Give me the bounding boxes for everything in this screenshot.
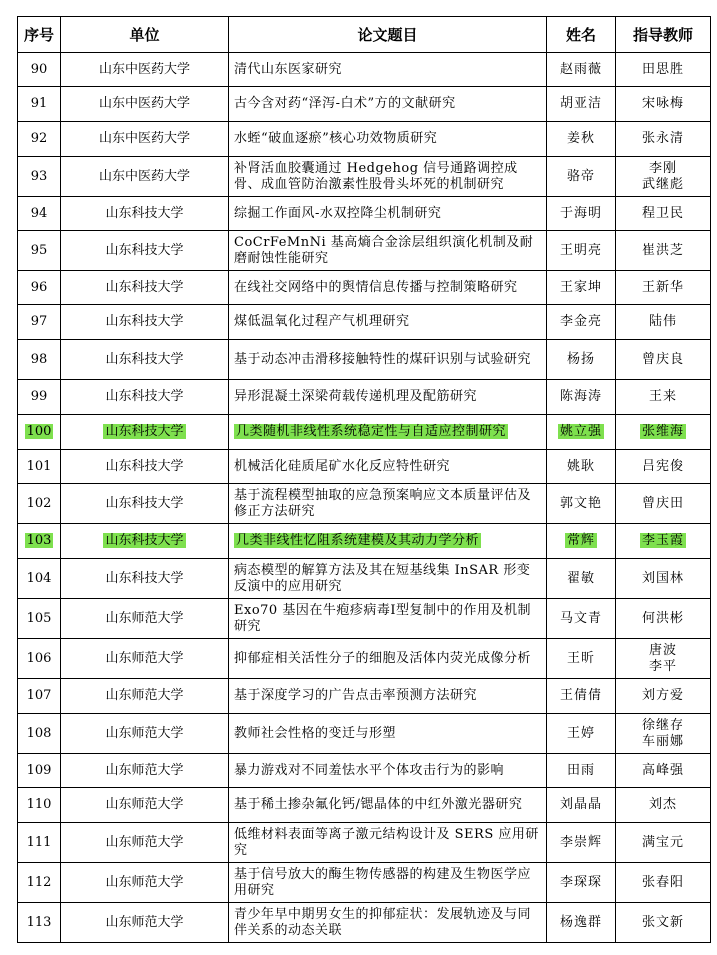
row-student-name-text: 杨逸群 <box>559 914 602 930</box>
table-row <box>18 380 711 415</box>
row-student-name <box>547 271 616 305</box>
row-student-name <box>547 484 616 524</box>
row-number <box>18 903 61 943</box>
header-no: 序号 <box>18 17 61 53</box>
row-student-name-text: 姚立强 <box>559 424 602 439</box>
row-title-text: 古今含对药“泽泻-白术”方的文献研究 <box>234 96 456 111</box>
row-student-name-text: 骆帝 <box>566 168 595 184</box>
row-title-text: 暴力游戏对不同羞怯水平个体攻击行为的影响 <box>234 762 505 778</box>
row-advisor-text: 程卫民 <box>641 205 684 221</box>
row-advisor-text: 刘方爱 <box>641 688 684 703</box>
row-student-name-text: 王婷 <box>566 725 595 741</box>
table-row <box>18 788 711 823</box>
row-unit-text: 山东中医药大学 <box>98 96 190 111</box>
row-unit <box>61 788 229 823</box>
row-title-text: 在线社交网络中的舆情信息传播与控制策略研究 <box>234 279 518 295</box>
row-advisor <box>616 788 711 823</box>
row-advisor-text: 高峰强 <box>641 762 684 778</box>
advisor-name: 武继彪 <box>641 176 684 192</box>
row-advisor <box>616 559 711 599</box>
row-unit <box>61 231 229 271</box>
row-number <box>18 754 61 788</box>
row-title <box>229 823 547 863</box>
row-advisor <box>616 639 711 679</box>
row-title <box>229 903 547 943</box>
row-unit-text: 山东科技大学 <box>105 205 184 221</box>
row-advisor <box>616 305 711 340</box>
row-student-name <box>547 197 616 231</box>
row-advisor-text: 田思胜 <box>641 61 684 77</box>
row-unit-text: 山东师范大学 <box>105 762 184 778</box>
table-row <box>18 305 711 340</box>
row-number-text: 102 <box>26 495 52 511</box>
row-number <box>18 197 61 231</box>
row-number <box>18 340 61 380</box>
row-student-name-text: 陈海涛 <box>559 389 602 404</box>
row-number <box>18 524 61 559</box>
row-title-text: Exo70 基因在牛疱疹病毒Ⅰ型复制中的作用及机制研究 <box>234 602 531 634</box>
row-number-text: 91 <box>30 96 48 111</box>
row-advisor <box>616 863 711 903</box>
row-unit <box>61 559 229 599</box>
row-student-name-text: 杨扬 <box>566 351 595 367</box>
row-title <box>229 788 547 823</box>
row-student-name <box>547 754 616 788</box>
row-number <box>18 823 61 863</box>
row-number <box>18 599 61 639</box>
row-student-name-text: 于海明 <box>559 205 602 221</box>
row-number <box>18 380 61 415</box>
row-number-text: 107 <box>26 688 52 703</box>
row-advisor-text: 张春阳 <box>641 874 684 890</box>
row-student-name-text: 姜秋 <box>566 131 595 146</box>
row-advisor <box>616 53 711 87</box>
row-title-text: 基于动态冲击滑移接触特性的煤矸识别与试验研究 <box>234 351 532 367</box>
row-number-text: 101 <box>26 458 52 474</box>
row-student-name-text: 王昕 <box>566 650 595 666</box>
row-advisor <box>616 484 711 524</box>
row-advisor <box>616 415 711 450</box>
row-number <box>18 87 61 122</box>
advisor-name: 唐波 <box>648 642 677 658</box>
row-unit-text: 山东科技大学 <box>105 242 184 258</box>
row-unit-text: 山东科技大学 <box>105 533 184 548</box>
row-title <box>229 599 547 639</box>
row-advisor <box>616 87 711 122</box>
row-advisor-text: 张文新 <box>641 914 684 930</box>
row-unit <box>61 679 229 714</box>
row-student-name <box>547 340 616 380</box>
row-student-name <box>547 599 616 639</box>
row-student-name-text: 翟敏 <box>566 570 595 586</box>
row-title <box>229 380 547 415</box>
row-title <box>229 271 547 305</box>
table-row <box>18 271 711 305</box>
row-title-text: 抑郁症相关活性分子的细胞及活体内荧光成像分析 <box>234 650 532 666</box>
row-advisor <box>616 679 711 714</box>
header-title: 论文题目 <box>229 17 547 53</box>
row-advisor <box>616 197 711 231</box>
row-student-name <box>547 450 616 484</box>
row-advisor <box>616 157 711 197</box>
row-advisor-text: 刘国林 <box>641 570 684 586</box>
row-title <box>229 415 547 450</box>
row-number-text: 92 <box>30 131 48 146</box>
row-unit <box>61 122 229 157</box>
row-advisor-text: 王新华 <box>641 279 684 295</box>
row-number-text: 98 <box>30 351 48 367</box>
row-student-name-text: 王明亮 <box>559 242 602 258</box>
row-number <box>18 559 61 599</box>
table-row <box>18 823 711 863</box>
row-advisor <box>616 340 711 380</box>
header-unit: 单位 <box>61 17 229 53</box>
row-unit-text: 山东科技大学 <box>105 424 184 439</box>
row-advisor-text: 满宝元 <box>641 834 684 850</box>
table-row <box>18 863 711 903</box>
row-student-name-text: 赵雨薇 <box>559 61 602 77</box>
table-row <box>18 903 711 943</box>
row-unit-text: 山东科技大学 <box>105 389 184 404</box>
row-title-text: 水蛭“破血逐瘀”核心功效物质研究 <box>234 131 438 146</box>
row-title <box>229 122 547 157</box>
row-advisor <box>616 524 711 559</box>
row-student-name <box>547 87 616 122</box>
row-student-name <box>547 679 616 714</box>
row-student-name-text: 胡亚洁 <box>559 96 602 111</box>
row-title-text: 补肾活血胶囊通过 Hedgehog 信号通路调控成骨、成血管防治激素性股骨头坏死的机制研究 <box>234 160 518 192</box>
header-name: 姓名 <box>547 17 616 53</box>
row-title <box>229 305 547 340</box>
row-student-name <box>547 863 616 903</box>
row-unit-text: 山东中医药大学 <box>98 168 190 184</box>
row-number <box>18 484 61 524</box>
row-title-text: 青少年早中期男女生的抑郁症状：发展轨迹及与同伴关系的动态关联 <box>234 906 532 938</box>
row-title <box>229 714 547 754</box>
row-advisor <box>616 450 711 484</box>
row-number-text: 109 <box>26 762 52 778</box>
table-row <box>18 340 711 380</box>
row-title-text: 几类非线性忆阻系统建模及其动力学分析 <box>236 533 480 548</box>
row-number <box>18 415 61 450</box>
row-title <box>229 754 547 788</box>
row-title <box>229 679 547 714</box>
row-advisor <box>616 271 711 305</box>
row-number <box>18 305 61 340</box>
row-title <box>229 197 547 231</box>
row-advisor <box>616 599 711 639</box>
row-advisor-text: 曾庆良 <box>641 351 684 367</box>
table-row <box>18 599 711 639</box>
row-student-name-text: 郭文艳 <box>559 495 602 511</box>
row-unit <box>61 271 229 305</box>
row-student-name-text: 李金亮 <box>559 314 602 329</box>
row-number <box>18 122 61 157</box>
row-number-text: 103 <box>26 533 52 548</box>
row-student-name-text: 马文青 <box>559 610 602 626</box>
row-number <box>18 231 61 271</box>
row-advisor-text: 曾庆田 <box>641 495 684 511</box>
row-title-text: 基于流程模型抽取的应急预案响应文本质量评估及修正方法研究 <box>234 487 532 519</box>
row-title <box>229 639 547 679</box>
row-number-text: 113 <box>26 914 52 930</box>
row-unit-text: 山东师范大学 <box>105 914 184 930</box>
row-title-text: 低维材料表面等离子激元结构设计及 SERS 应用研究 <box>234 826 539 858</box>
row-advisor-text: 陆伟 <box>648 314 677 329</box>
row-student-name <box>547 305 616 340</box>
row-student-name-text: 李崇辉 <box>559 834 602 850</box>
row-student-name <box>547 823 616 863</box>
row-advisor <box>616 714 711 754</box>
header-advisor: 指导教师 <box>616 17 711 53</box>
row-number <box>18 788 61 823</box>
row-number <box>18 157 61 197</box>
row-title <box>229 231 547 271</box>
row-title-text: 煤低温氧化过程产气机理研究 <box>234 314 410 329</box>
row-advisor-text: 李玉霞 <box>641 533 684 548</box>
row-unit-text: 山东师范大学 <box>105 688 184 703</box>
table-row <box>18 484 711 524</box>
table-body <box>18 53 711 943</box>
row-advisor <box>616 122 711 157</box>
row-advisor-text: 王来 <box>648 389 677 404</box>
row-advisor <box>616 823 711 863</box>
row-advisor <box>616 231 711 271</box>
table-row <box>18 231 711 271</box>
row-title <box>229 863 547 903</box>
row-unit <box>61 863 229 903</box>
row-student-name <box>547 53 616 87</box>
row-unit <box>61 380 229 415</box>
row-number <box>18 450 61 484</box>
row-number <box>18 53 61 87</box>
row-number-text: 110 <box>26 797 52 812</box>
row-unit-text: 山东科技大学 <box>105 458 184 474</box>
advisor-name: 车丽娜 <box>641 733 684 749</box>
row-student-name <box>547 231 616 271</box>
table-row <box>18 754 711 788</box>
row-title-text: 清代山东医家研究 <box>234 61 343 77</box>
table-row <box>18 197 711 231</box>
row-title-text: 教师社会性格的变迁与形塑 <box>234 725 397 741</box>
row-student-name <box>547 524 616 559</box>
row-unit <box>61 53 229 87</box>
row-title-text: 机械活化硅质尾矿水化反应特性研究 <box>234 458 451 474</box>
header-row <box>18 17 711 53</box>
row-title <box>229 340 547 380</box>
row-number <box>18 679 61 714</box>
row-title <box>229 53 547 87</box>
row-number-text: 106 <box>26 650 52 666</box>
row-unit-text: 山东师范大学 <box>105 650 184 666</box>
advisor-name: 徐继存 <box>641 717 684 733</box>
row-unit <box>61 450 229 484</box>
row-number-text: 97 <box>30 314 48 329</box>
row-student-name <box>547 903 616 943</box>
row-unit-text: 山东科技大学 <box>105 495 184 511</box>
row-title-text: 异形混凝土深梁荷载传递机理及配筋研究 <box>234 389 478 404</box>
row-advisor-text: 宋咏梅 <box>641 96 684 111</box>
row-unit <box>61 823 229 863</box>
table-row <box>18 53 711 87</box>
row-title-text: 基于信号放大的酶生物传感器的构建及生物医学应用研究 <box>234 866 532 898</box>
row-number-text: 90 <box>30 61 48 77</box>
row-title <box>229 559 547 599</box>
table-row <box>18 415 711 450</box>
row-unit <box>61 714 229 754</box>
row-title-text: 病态模型的解算方法及其在短基线集 InSAR 形变反演中的应用研究 <box>234 562 531 594</box>
row-student-name-text: 刘晶晶 <box>559 797 602 812</box>
row-number-text: 99 <box>30 389 48 404</box>
row-title <box>229 524 547 559</box>
row-title-text: CoCrFeMnNi 基高熵合金涂层组织演化机制及耐磨耐蚀性能研究 <box>234 234 534 266</box>
table-row <box>18 559 711 599</box>
table-row <box>18 679 711 714</box>
table-row <box>18 87 711 122</box>
row-student-name <box>547 788 616 823</box>
row-advisor <box>616 903 711 943</box>
row-advisor-text: 崔洪芝 <box>641 242 684 258</box>
row-advisor-text: 刘杰 <box>648 797 677 812</box>
row-unit <box>61 599 229 639</box>
row-title-text: 基于稀土掺杂氟化钙/锶晶体的中红外激光器研究 <box>234 797 523 812</box>
table-row <box>18 524 711 559</box>
award-table <box>17 16 711 943</box>
row-number-text: 94 <box>30 205 48 221</box>
row-title-text: 几类随机非线性系统稳定性与自适应控制研究 <box>236 424 507 439</box>
row-number <box>18 271 61 305</box>
row-advisor <box>616 380 711 415</box>
table-row <box>18 122 711 157</box>
row-unit <box>61 484 229 524</box>
row-number-text: 105 <box>26 610 52 626</box>
row-unit <box>61 415 229 450</box>
row-unit-text: 山东科技大学 <box>105 314 184 329</box>
table-row <box>18 157 711 197</box>
row-unit <box>61 305 229 340</box>
row-unit-text: 山东师范大学 <box>105 725 184 741</box>
row-unit-text: 山东师范大学 <box>105 874 184 890</box>
row-unit <box>61 87 229 122</box>
row-unit-text: 山东师范大学 <box>105 610 184 626</box>
row-student-name <box>547 559 616 599</box>
row-student-name <box>547 157 616 197</box>
row-student-name-text: 姚耿 <box>566 458 595 474</box>
row-title <box>229 450 547 484</box>
row-advisor-text: 吕宪俊 <box>641 458 684 474</box>
row-unit <box>61 639 229 679</box>
row-unit-text: 山东中医药大学 <box>98 61 190 77</box>
advisor-name: 李平 <box>648 658 677 674</box>
row-unit-text: 山东科技大学 <box>105 351 184 367</box>
row-unit <box>61 903 229 943</box>
row-number-text: 96 <box>30 279 48 295</box>
row-advisor-text: 张维海 <box>641 424 684 439</box>
row-student-name <box>547 714 616 754</box>
row-student-name-text: 王倩倩 <box>559 688 602 703</box>
row-number <box>18 639 61 679</box>
row-number-text: 100 <box>26 424 52 439</box>
row-student-name-text: 李琛琛 <box>559 874 602 890</box>
row-student-name <box>547 380 616 415</box>
row-student-name <box>547 122 616 157</box>
row-number-text: 112 <box>26 874 52 890</box>
row-advisor <box>616 754 711 788</box>
row-unit-text: 山东师范大学 <box>105 797 184 812</box>
row-number <box>18 863 61 903</box>
row-title-text: 综掘工作面风-水双控降尘机制研究 <box>234 205 442 221</box>
row-unit <box>61 340 229 380</box>
row-title <box>229 484 547 524</box>
row-student-name-text: 常辉 <box>566 533 595 548</box>
row-student-name-text: 田雨 <box>566 762 595 778</box>
row-title <box>229 87 547 122</box>
row-unit <box>61 754 229 788</box>
row-title <box>229 157 547 197</box>
row-number-text: 93 <box>30 168 48 184</box>
table-row <box>18 714 711 754</box>
row-advisor-text: 何洪彬 <box>641 610 684 626</box>
table-row <box>18 639 711 679</box>
row-unit <box>61 157 229 197</box>
row-unit <box>61 197 229 231</box>
row-unit-text: 山东中医药大学 <box>98 131 190 146</box>
row-student-name <box>547 415 616 450</box>
row-student-name <box>547 639 616 679</box>
row-number-text: 95 <box>30 242 48 258</box>
row-advisor-text: 张永清 <box>641 131 684 146</box>
row-unit-text: 山东科技大学 <box>105 570 184 586</box>
row-unit-text: 山东师范大学 <box>105 834 184 850</box>
row-title-text: 基于深度学习的广告点击率预测方法研究 <box>234 688 478 703</box>
row-unit <box>61 524 229 559</box>
row-unit-text: 山东科技大学 <box>105 279 184 295</box>
table-row <box>18 450 711 484</box>
row-number <box>18 714 61 754</box>
row-number-text: 104 <box>26 570 52 586</box>
advisor-name: 李刚 <box>648 160 677 176</box>
row-number-text: 111 <box>26 834 52 850</box>
row-number-text: 108 <box>26 725 52 741</box>
row-student-name-text: 王家坤 <box>559 279 602 295</box>
